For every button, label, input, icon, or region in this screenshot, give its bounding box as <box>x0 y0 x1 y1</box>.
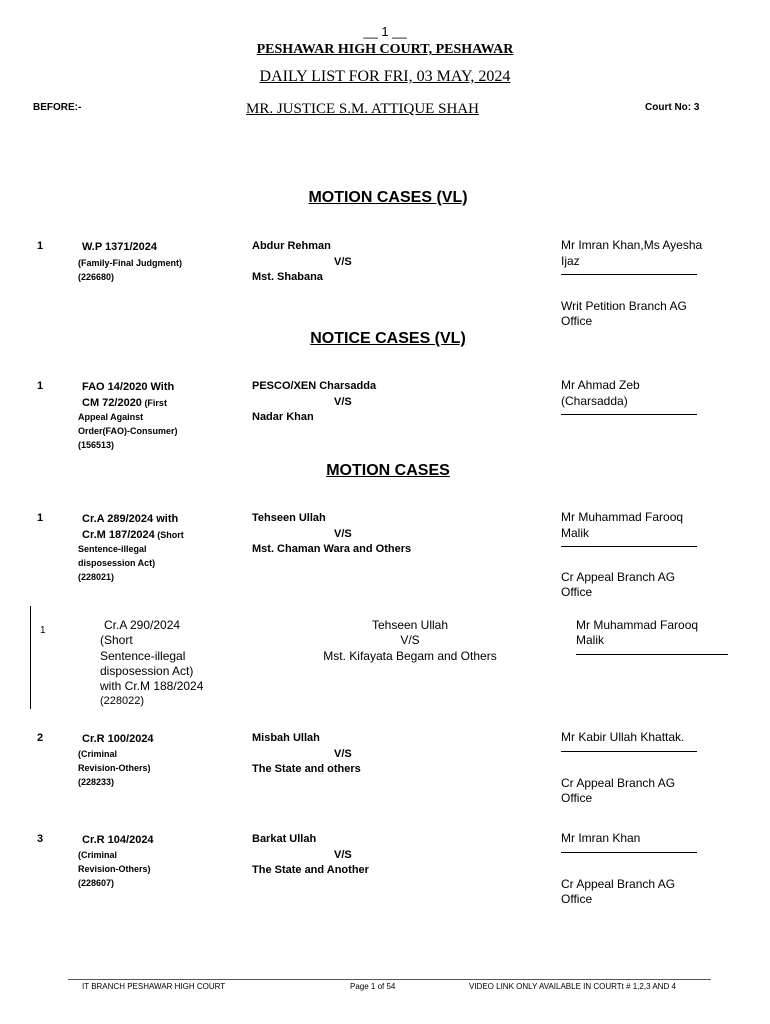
court-number: Court No: 3 <box>645 102 700 113</box>
case-number-line: Cr.A 290/2024 <box>104 618 181 632</box>
advocate <box>561 510 741 547</box>
section-heading-motion-vl: MOTION CASES (VL) <box>308 189 468 206</box>
advocate-line: Mr Muhammad Farooq <box>576 618 699 632</box>
petitioner: Abdur Rehman <box>252 240 331 252</box>
advocate-underline <box>561 274 697 275</box>
advocate-line: Malik <box>561 525 590 540</box>
case-number-line <box>82 395 174 411</box>
advocate-underline <box>561 546 697 547</box>
case-id: (228233) <box>78 777 115 787</box>
advocate <box>561 831 741 853</box>
respondent: The State and Another <box>252 864 369 876</box>
respondent: Mst. Kifayata Begam and Others <box>323 648 497 663</box>
branch-line: Office <box>561 892 593 906</box>
serial-number: 1 <box>40 625 46 636</box>
advocate <box>576 618 746 655</box>
case-type: (Criminal <box>78 850 118 860</box>
branch-office <box>561 776 721 806</box>
case-type: Appeal Against <box>78 412 144 422</box>
case-type: (Criminal <box>78 749 118 759</box>
advocate <box>561 238 741 275</box>
case-description <box>78 410 178 452</box>
petitioner: Misbah Ullah <box>252 732 320 744</box>
branch-office <box>561 570 721 600</box>
case-number-line: Sentence-illegal <box>100 648 186 663</box>
section-heading-motion: MOTION CASES <box>326 462 450 479</box>
case-type: disposession Act) <box>78 558 156 568</box>
petitioner: Tehseen Ullah <box>252 512 326 524</box>
branch-office <box>561 877 721 907</box>
case-number: W.P 1371/2024 <box>82 241 158 253</box>
case-id: (228607) <box>78 878 115 888</box>
daily-list-title: DAILY LIST FOR FRI, 03 MAY, 2024 <box>259 68 511 85</box>
case-number <box>100 618 203 710</box>
case-type: Sentence-illegal <box>78 544 147 554</box>
serial-number: 1 <box>37 240 44 252</box>
respondent: The State and others <box>252 763 361 775</box>
advocate-line: Ijaz <box>561 253 580 268</box>
branch-line: Office <box>561 791 593 805</box>
case-type: Revision-Others) <box>78 763 151 773</box>
advocate-underline <box>561 852 697 853</box>
judge-name: MR. JUSTICE S.M. ATTIQUE SHAH <box>246 101 479 117</box>
petitioner: Tehseen Ullah <box>371 618 449 632</box>
case-parties <box>252 379 452 426</box>
versus-label: V/S <box>334 255 352 268</box>
branch-line: Cr Appeal Branch AG <box>561 877 676 891</box>
footer-page-number: Page 1 of 54 <box>350 982 396 991</box>
serial-number: 1 <box>37 380 44 392</box>
branch-line: Writ Petition Branch AG <box>561 299 687 313</box>
case-number-note: (First <box>141 398 167 408</box>
petitioner: Barkat Ullah <box>252 833 317 845</box>
section-heading-notice-vl: NOTICE CASES (VL) <box>310 330 466 347</box>
branch-office <box>561 299 721 329</box>
case-number-line: Cr.A 289/2024 with <box>82 513 179 525</box>
case-number-note: (Short <box>154 530 184 540</box>
case-description <box>78 747 151 789</box>
respondent: Nadar Khan <box>252 411 314 423</box>
case-number-line: FAO 14/2020 With <box>82 381 175 393</box>
page-marker: __ 1 __ <box>363 24 407 39</box>
versus-label: V/S <box>334 527 352 540</box>
case-id: (156513) <box>78 440 115 450</box>
case-id: (226680) <box>78 272 115 282</box>
case-number: Cr.R 100/2024 <box>82 733 154 745</box>
advocate-line: Malik <box>576 633 605 648</box>
case-number-main: CM 72/2020 <box>82 397 142 409</box>
case-parties <box>252 511 452 558</box>
branch-line: Office <box>561 585 593 599</box>
before-label: BEFORE:- <box>33 102 82 113</box>
case-type: Order(FAO)-Consumer) <box>78 426 178 436</box>
versus-label: V/S <box>334 395 352 408</box>
advocate-line: Mr Kabir Ullah Khattak. <box>561 730 685 744</box>
branch-line: Cr Appeal Branch AG <box>561 776 676 790</box>
footer-right: VIDEO LINK ONLY AVAILABLE IN COURTt # 1,2,3 AND 4 <box>469 982 676 991</box>
advocate-underline <box>561 414 697 415</box>
case-type: (Family-Final Judgment) <box>78 258 183 268</box>
case-parties <box>252 731 452 778</box>
case-number-line: with Cr.M 188/2024 <box>100 679 204 694</box>
case-description <box>78 256 182 284</box>
court-name: PESHAWAR HIGH COURT, PESHAWAR <box>256 42 514 57</box>
advocate <box>561 378 741 415</box>
advocate-line: (Charsadda) <box>561 393 628 408</box>
versus-label: V/S <box>334 848 352 861</box>
case-description <box>78 848 151 890</box>
serial-number: 2 <box>37 732 44 744</box>
case-number-line: disposession Act) <box>100 663 194 678</box>
case-number: Cr.R 104/2024 <box>82 834 154 846</box>
case-number <box>82 511 184 543</box>
petitioner: PESCO/XEN Charsadda <box>252 380 377 392</box>
case-id: (228021) <box>78 572 115 582</box>
revision-bar <box>30 606 31 709</box>
case-number-line <box>82 527 184 543</box>
footer-divider <box>68 979 711 980</box>
respondent: Mst. Chaman Wara and Others <box>252 543 412 555</box>
advocate <box>561 730 741 752</box>
case-type: Revision-Others) <box>78 864 151 874</box>
versus-label: V/S <box>334 747 352 760</box>
case-id: (228022) <box>100 695 145 708</box>
branch-line: Cr Appeal Branch AG <box>561 570 676 584</box>
case-description <box>78 542 155 584</box>
serial-number: 3 <box>37 833 44 845</box>
case-number <box>82 379 174 411</box>
advocate-line: Mr Imran Khan,Ms Ayesha <box>561 238 703 252</box>
footer-left: IT BRANCH PESHAWAR HIGH COURT <box>82 982 226 991</box>
case-parties <box>300 618 520 664</box>
case-parties <box>252 239 452 286</box>
versus-label: V/S <box>400 633 420 648</box>
branch-line: Office <box>561 314 593 328</box>
serial-number: 1 <box>37 512 44 524</box>
case-parties <box>252 832 452 879</box>
respondent: Mst. Shabana <box>252 271 323 283</box>
case-number-line: (Short <box>100 633 133 648</box>
advocate-line: Mr Imran Khan <box>561 831 641 845</box>
advocate-line: Mr Ahmad Zeb <box>561 378 640 392</box>
case-number-main: Cr.M 187/2024 <box>82 529 155 541</box>
advocate-underline <box>576 654 728 655</box>
advocate-line: Mr Muhammad Farooq <box>561 510 684 524</box>
advocate-underline <box>561 751 697 752</box>
